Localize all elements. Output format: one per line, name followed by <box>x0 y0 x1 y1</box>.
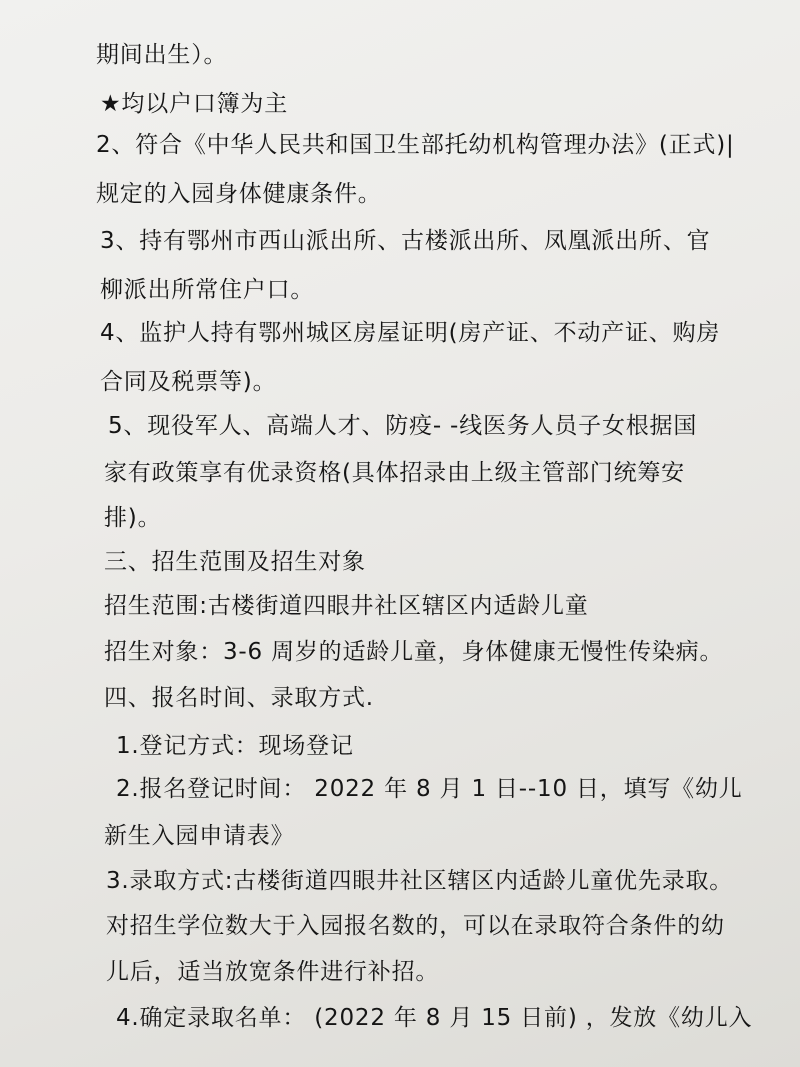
text-line-12: 三、招生范围及招生对象 <box>104 549 366 575</box>
text-line-8: 合同及税票等)。 <box>100 369 277 395</box>
text-line-18: 新生入园申请表》 <box>104 823 295 849</box>
text-line-13: 招生范围:古楼街道四眼井社区辖区内适龄儿童 <box>104 593 589 619</box>
text-line-22: 4.确定录取名单： (2022 年 8 月 15 日前) ，发放《幼儿入 <box>116 1005 753 1031</box>
text-line-17: 2.报名登记时间： 2022 年 8 月 1 日--10 日，填写《幼儿 <box>116 776 743 802</box>
text-line-16: 1.登记方式：现场登记 <box>116 733 354 759</box>
text-line-2: ★均以户口簿为主 <box>100 91 289 117</box>
text-line-11: 排)。 <box>104 505 162 531</box>
text-line-20: 对招生学位数大于入园报名数的，可以在录取符合条件的幼 <box>106 913 725 939</box>
text-line-3: 2、符合《中华人民共和国卫生部托幼机构管理办法》(正式)| <box>96 132 735 158</box>
text-line-1: 期间出生）。 <box>96 42 228 68</box>
text-line-4: 规定的入园身体健康条件。 <box>96 181 382 207</box>
text-line-5: 3、持有鄂州市西山派出所、古楼派出所、凤凰派出所、官 <box>100 228 711 254</box>
text-line-7: 4、监护人持有鄂州城区房屋证明(房产证、不动产证、购房 <box>100 320 721 346</box>
text-line-9: 5、现役军人、高端人才、防疫- -线医务人员子女根据国 <box>108 413 698 439</box>
text-line-19: 3.录取方式:古楼街道四眼井社区辖区内适龄儿童优先录取。 <box>106 868 734 894</box>
text-line-14: 招生对象：3-6 周岁的适龄儿童，身体健康无慢性传染病。 <box>104 639 724 665</box>
text-line-15: 四、报名时间、录取方式. <box>104 685 374 711</box>
text-line-6: 柳派出所常住户口。 <box>100 277 315 303</box>
text-line-10: 家有政策享有优录资格(具体招录由上级主管部门统筹安 <box>104 460 685 486</box>
text-line-21: 儿后，适当放宽条件进行补招。 <box>106 959 440 985</box>
